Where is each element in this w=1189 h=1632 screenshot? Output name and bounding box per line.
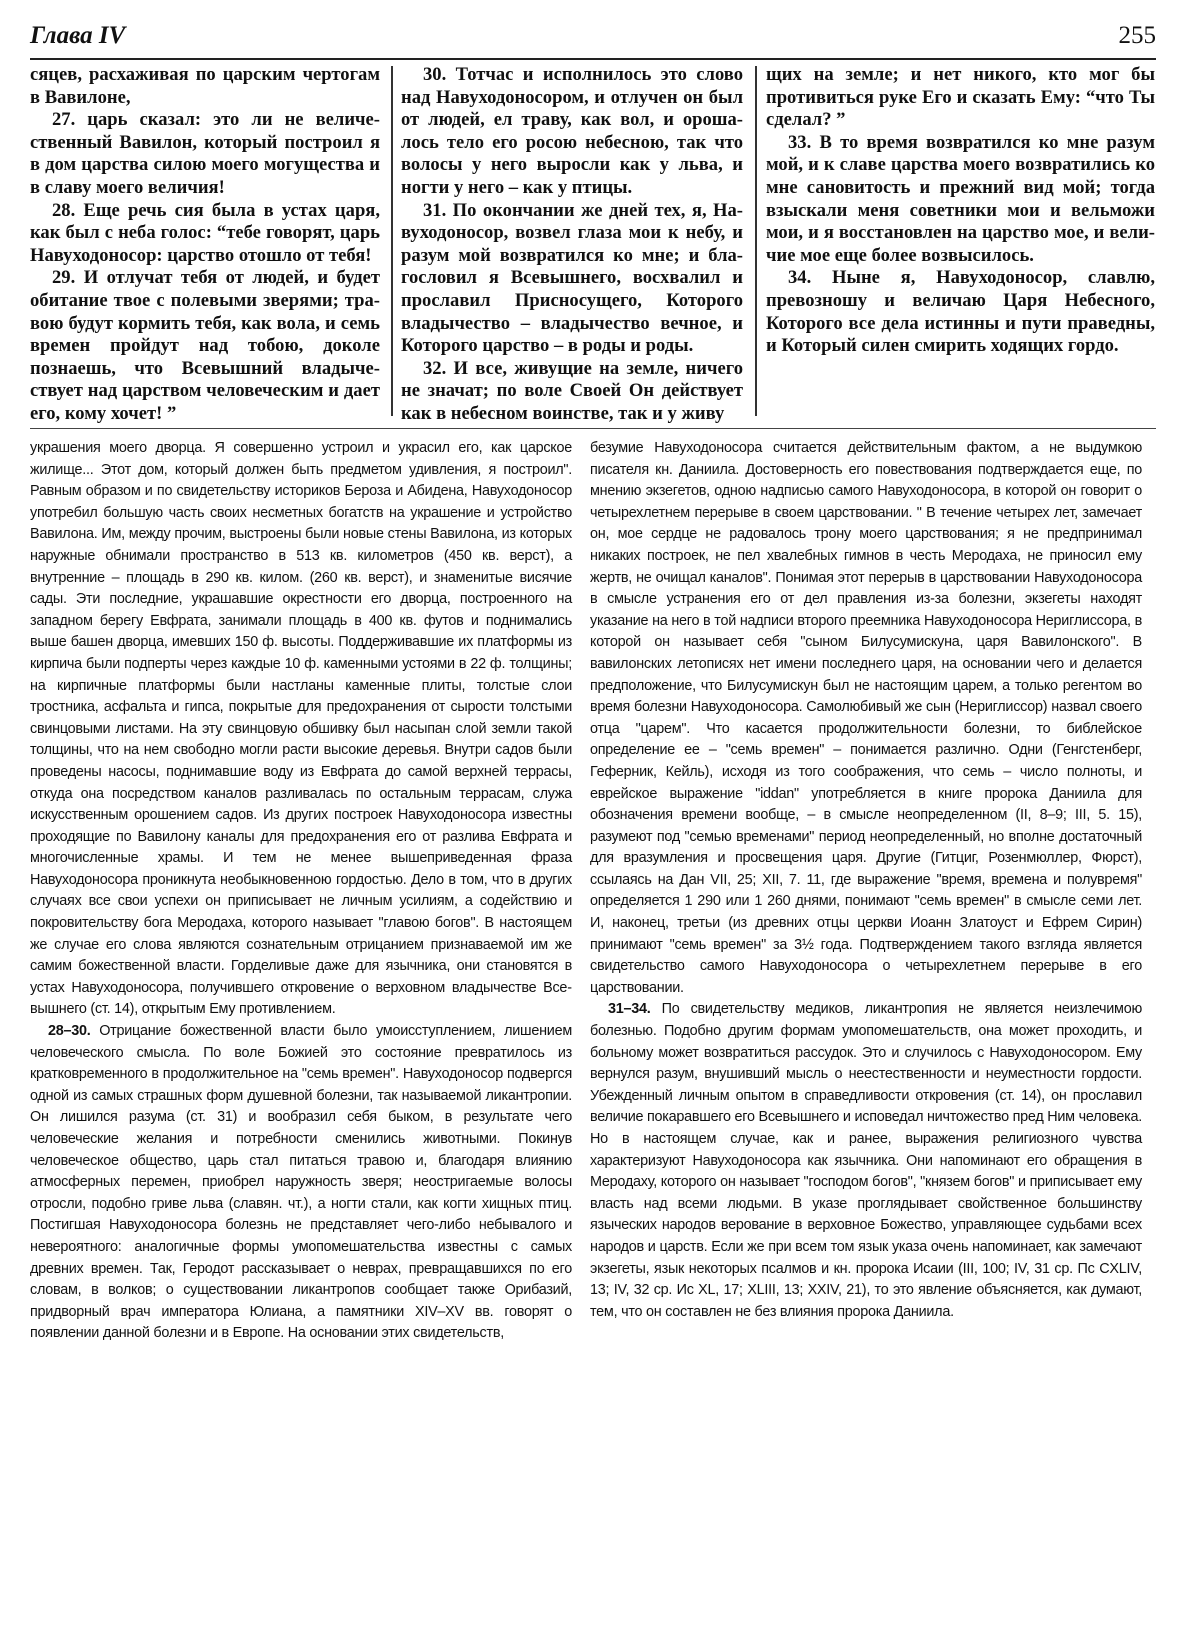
commentary-column-left — [30, 438, 572, 1345]
commentary-paragraph: безумие Навуходоносора считается действительным фактом, а не выдумкою писателя кн. Даниила. Достоверность его повествования подтверждается еще, по мнению экзегетов, одною надписью самого Навуходоносора, в которой он говорит о четырехлетнем перерыве в своем царствовании. " В течение четырех лет, замечает он, мое сердце не радовалось трону моего царствования; я не предпринимал никаких построек, не пел хвалебных гимнов в честь Меродаха, не приносил ему жертв, не очищал каналов". Понимая этот перерыв в царствовании Навуходоносора в смысле устранения его от дел правления из-за болезни, экзегеты находят указание на него в той надписи второго преемника Навуходоносора Нериглиссора, в которой он называет себя "сыном Билусумискуна, царя Вавилонского". В вавилонских летописях нет имени последнего царя, на основании чего и делается предположение, что Билусумискун был не настоящим царем, а только регентом во время болезни Навуходоносора. Самолюбивый же сын (Нериглиссор) назвал своего отца "царем". Что касается продолжительности болезни, то библейское определение ее – "семь времен" – понимается различно. Одни (Генгстенберг, Геферник, Кейль), исходя из того соображения, что семь – число полноты, и еврейское выражение "iddan" употребляется в книге пророка Даниила для обозначения времени вообще, – в смысле неопределенном (II, 8–9; III, 5. 15), разумеют под "семью временами" период неопределенный, но вполне достаточный для вразумления и просвещения царя. Другие (Гитциг, Розенмюллер, Фюрст), ссылаясь на Дан VII, 25; XII, 7. 11, где выражение "время, времена и полувремя" определяется 1 290 или 1 260 днями, понимают "семь времен" в смысле семи лет. И, наконец, третьи (из древних отцы церкви Иоанн Златоуст и Ефрем Сирин) принимают "семь времен" за 3½ года. Подтверждением такого взгляда является свидетельство самого Навуходоносора о четырехлетнем перерыве в его царствовании. — [590, 440, 1142, 996]
commentary-verse-ref: 31–34. — [608, 1001, 651, 1018]
page-number: 255 — [1118, 22, 1156, 49]
verse-30: 30. Тотчас и исполнилось это слово над Навуходоносором, и отлучен он был от людей, ел траву, как вол, и орошалось тело его росою небесною, так что волосы у него выросли как у льва, и ногти у него – как у птицы. — [401, 64, 743, 198]
section-rule — [30, 428, 1156, 429]
commentary-paragraph — [30, 1021, 572, 1345]
commentary-paragraph — [590, 999, 1142, 1323]
column-separator — [755, 66, 757, 416]
chapter-title: Глава IV — [30, 22, 126, 49]
verse-column-2 — [401, 64, 743, 422]
commentary-paragraph: украшения моего дворца. Я совершенно устроил и украсил его, как царское жилище... Этот дом, который должен быть предметом удивления, я построил". Равным образом и по свидетельству историков Бероза и Абидена, Навуходоносор употребил большую часть своих несметных богатств на украшение и устройство Вавилона. Им, между прочим, выстроены были новые стены Вавилона, из которых наружные обнимали пространство в 513 кв. километров (450 кв. верст), а внутренние – площадь в 290 кв. килом. (260 кв. верст), и знаменитые висячие сады. Эти последние, украшавшие окрестности его дворца, построенного на западном берегу Евфрата, занимали площадь в 400 кв. футов и поднимались выше башен дворца, имевших 150 ф. высоты. Поддерживавшие их платформы из кирпича были подперты через каждые 10 ф. каменными устоями в 22 ф. толщины; на кирпичные платформы были настланы каменные плиты, толстые слои тростника, асфальта и гипса, покрытые для предохранения от сырости толстыми свинцовыми листами. На эту свинцовую обшивку был насыпан слой земли такой толщины, что на нем свободно могли расти высокие деревья. Внутри садов были проведены насосы, поднимавшие воду из Евфрата до самой верхней террасы, откуда она посредством каналов разливалась по остальным террасам, служа искусственным орошением садов. Из других построек Навуходоносора известны проходящие по Вавилону каналы для предохранения его от разлива Евфрата и многочисленные храмы. И тем не менее вышеприведенная фраза Навуходоносора проникнута необыкновенною гордостью. Дело в том, что в других случаях все свои успехи он приписывает не личным усилиям, а содействию и покровительству бога Меродаха, которого называет "главою богов". В настоящем же случае его слова являются сознательным отрицанием признаваемой им же самим божественной власти. Горделивые даже для язычника, они становятся в устах Навуходоносора, получившего откровение о верховном владычестве Всевышнего (ст. 14), открытым Ему противлением. — [30, 440, 572, 1018]
verse-27: 27. царь сказал: это ли не величественный Вавилон, который построил я в дом царства силою моего могущества и в славу моего величия! — [30, 109, 380, 198]
header-rule — [30, 58, 1156, 60]
verse-column-1 — [30, 64, 380, 422]
verse-32: 32. И все, живущие на земле, ничего не значат; по воле Своей Он действует как в небесном воинстве, так и у живу — [401, 357, 743, 424]
commentary-text: По свидетельству медиков, ликантропия не является неизлечимою болезнью. Подобно другим формам умопомешательств, она может проходить, и больному может возвратиться рассудок. Это и случилось с Навуходоносором. Ему вернулся разум, внушивший мысль о неестественности и неуместности гордости. Убежденный личным опытом в справедливости откровения (ст. 14), он прославил величие покаравшего его Всевышнего и исповедал ничтожество пред Ним человека. Но в настоящем случае, как и ранее, выражения религиозного чувства характеризуют Навуходоносора как язычника. Они напоминают его обращения в Меродаху, которого он называет "господом богов", "князем богов" и приписывает ему власть над всеми людьми. В указе проглядывает свойственное большинству языческих народов верование в верховное Божество, управляющее судьбами всех народов и царств. Если же при всем том язык указа очень напоминает, как замечают экзегеты, язык некоторых псалмов и кн. пророка Исаии (III, 100; IV, 31 ср. Пс CXLIV, 13; IV, 32 ср. Ис XL, 17; XLIII, 13; XXIV, 21), то это явление объясняется, как думают, тем, что он составлен не без влияния пророка Даниила. — [590, 1001, 1143, 1320]
verse-34: 34. Ныне я, Навуходоносор, славлю, превозношу и величаю Царя Небесного, Которого все дела истинны и пути праведны, и Который силен смирить ходящих гордо. — [766, 267, 1155, 357]
verse-32-end: щих на земле; и нет никого, кто мог бы противиться руке Его и сказать Ему: “что Ты сделал? ” — [766, 64, 1155, 131]
verse-26-end: сяцев, расхаживая по царским чертогам в Вавилоне, — [30, 64, 380, 108]
commentary-verse-ref: 28–30. — [48, 1023, 91, 1040]
commentary-column-right — [590, 438, 1142, 1323]
verse-29: 29. И отлучат тебя от людей, и будет обитание твое с полевыми зверями; травою будут кормить тебя, как вола, и семь времен пройдут над тобою, доколе познаешь, что Всевышний владычествует над царством человеческим и дает его, кому хочет! ” — [30, 267, 380, 424]
commentary-text: Отрицание божественной власти было умоисступлением, лишением человеческого смысла. По воле Божией это состояние превратилось из кратковременного в продолжительное на "семь времен". Навуходоносор подвергся одной из самых страшных форм душевной болезни, так называемой ликантропии. Он лишился разума (ст. 31) и вообразил себя быком, в результате чего человеческие желания и потребности сменились животными. Покинув человеческое общество, царь стал питаться травою и, благодаря влиянию атмосферных перемен, приобрел наружность зверя; неостригаемые волосы отросли, подобно гриве льва (славян. чт.), а ногти стали, как когти хищных птиц. Постигшая Навуходоносора болезнь не представляет чего-либо небывалого и невероятного: аналогичные формы умопомешательства известны с самых древних времен. Так, Геродот рассказывает о неврах, превращавшихся по его словам, в волков; о существовании ликантропов сообщает также Орибазий, придворный врач императора Юлиана, а памятники XIV–XV вв. говорят о появлении данной болезни и в Европе. На основании этих свидетельств, — [30, 1023, 572, 1342]
verse-31: 31. По окончании же дней тех, я, Навуходоносор, возвел глаза мои к небу, и разум мой возвратился ко мне; и благословил я Всевышнего, восхвалил и прославил Присносущего, Которого владычество – владычество вечное, и Которого царство – в роды и роды. — [401, 199, 743, 357]
column-separator — [391, 66, 393, 416]
verse-33: 33. В то время возвратился ко мне разум мой, и к славе царства моего возвратились ко мне сановитость и прежний вид мой; тогда взыскали меня советники мои и вельможи мои, и я восстановлен на царство мое, и величие мое еще более возвысилось. — [766, 131, 1155, 266]
verse-28: 28. Еще речь сия была в устах царя, как был с неба голос: “тебе говорят, царь Навуходоносор: царство отошло от тебя! — [30, 199, 380, 266]
running-header — [30, 22, 1156, 50]
verse-column-3 — [766, 64, 1155, 422]
